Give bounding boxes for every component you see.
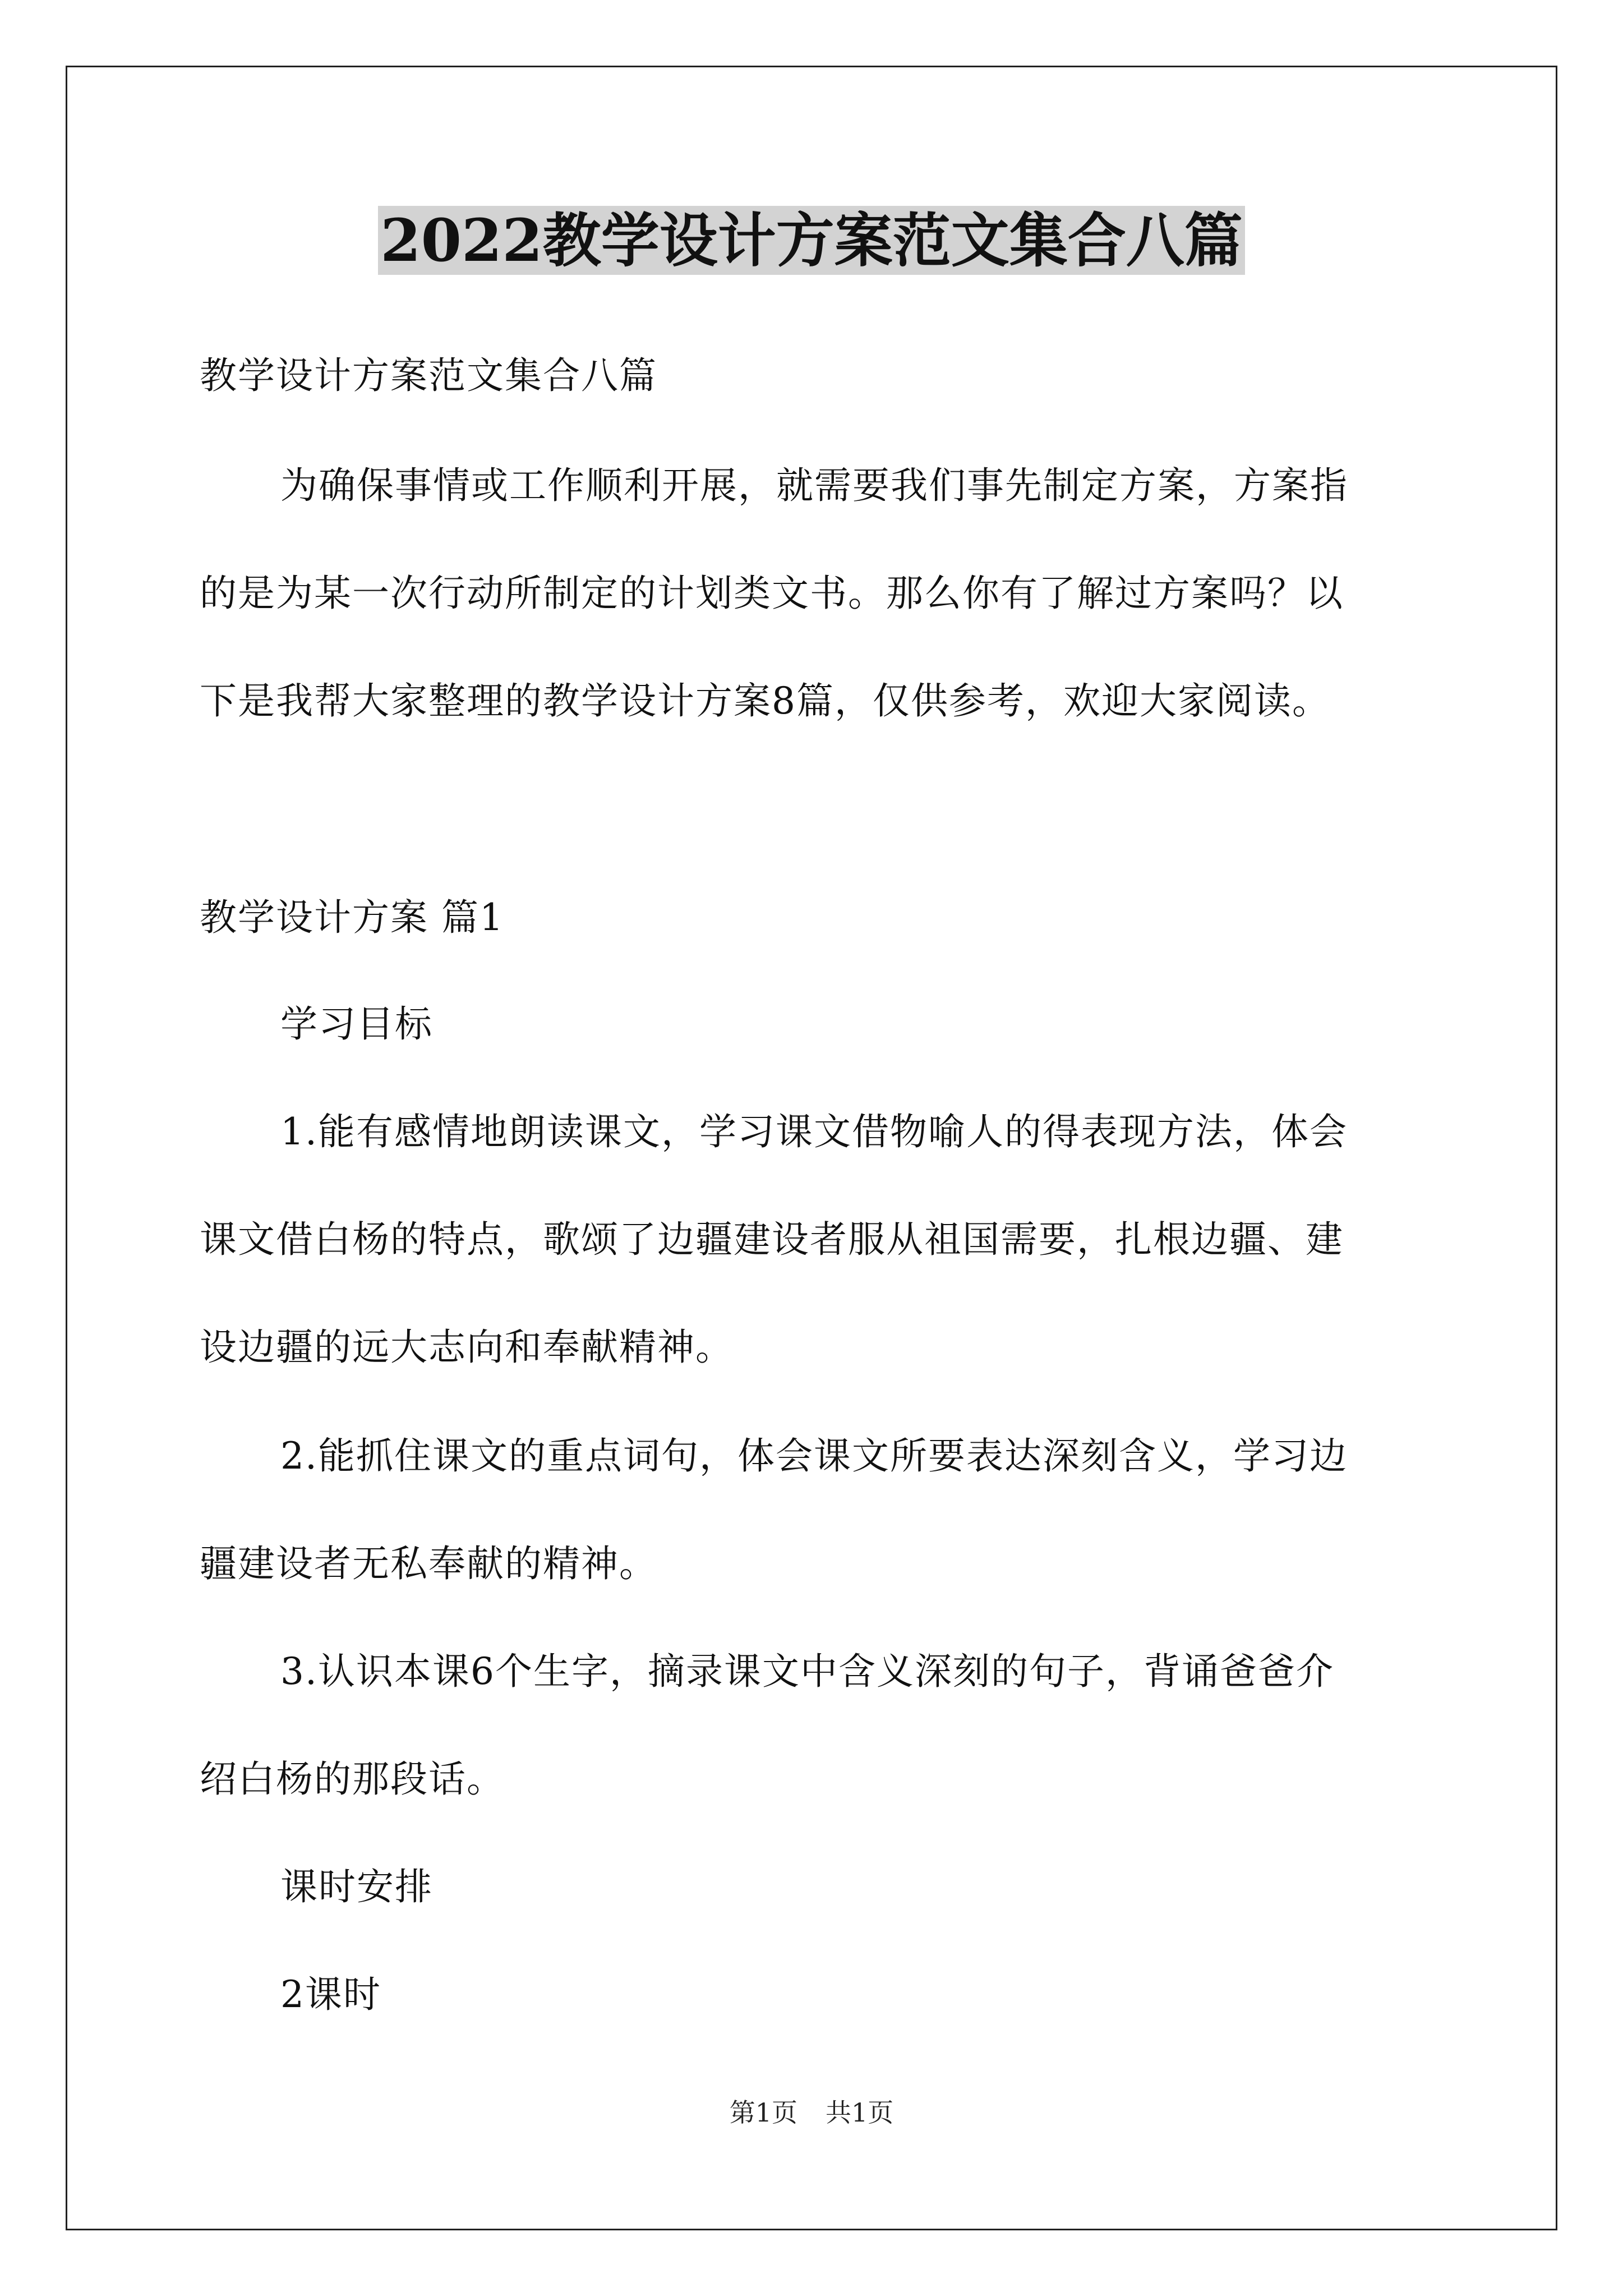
section-heading: 教学设计方案 篇1: [200, 896, 504, 939]
schedule-heading: 课时安排: [280, 1865, 433, 1908]
subtitle: 教学设计方案范文集合八篇: [200, 354, 657, 397]
intro-line-1: 为确保事情或工作顺利开展，就需要我们事先制定方案，方案指: [280, 464, 1348, 507]
goal-1-line-2: 课文借白杨的特点，歌颂了边疆建设者服从祖国需要，扎根边疆、建: [200, 1218, 1344, 1261]
goals-heading: 学习目标: [280, 1002, 433, 1046]
page-total: 共1页: [826, 2097, 894, 2128]
intro-line-3: 下是我帮大家整理的教学设计方案8篇，仅供参考，欢迎大家阅读。: [200, 679, 1330, 723]
goal-2-line-1: 2.能抓住课文的重点词句，体会课文所要表达深刻含义，学习边: [280, 1434, 1348, 1478]
goal-1-line-3: 设边疆的远大志向和奉献精神。: [200, 1326, 734, 1369]
goal-3-line-1: 3.认识本课6个生字，摘录课文中含义深刻的句子，背诵爸爸介: [280, 1650, 1334, 1693]
document-title: [0, 204, 1623, 278]
page-current: 第1页: [729, 2097, 797, 2128]
goal-3-line-2: 绍白杨的那段话。: [200, 1757, 505, 1801]
intro-line-2: 的是为某一次行动所制定的计划类文书。那么你有了解过方案吗？以: [200, 572, 1344, 615]
goal-2-line-2: 疆建设者无私奉献的精神。: [200, 1542, 657, 1585]
page-footer: [0, 2096, 1623, 2129]
document-title-text: 2022教学设计方案范文集合八篇: [378, 206, 1244, 275]
goal-1-line-1: 1.能有感情地朗读课文，学习课文借物喻人的得表现方法，体会: [280, 1110, 1348, 1153]
schedule-value: 2课时: [280, 1973, 381, 2016]
